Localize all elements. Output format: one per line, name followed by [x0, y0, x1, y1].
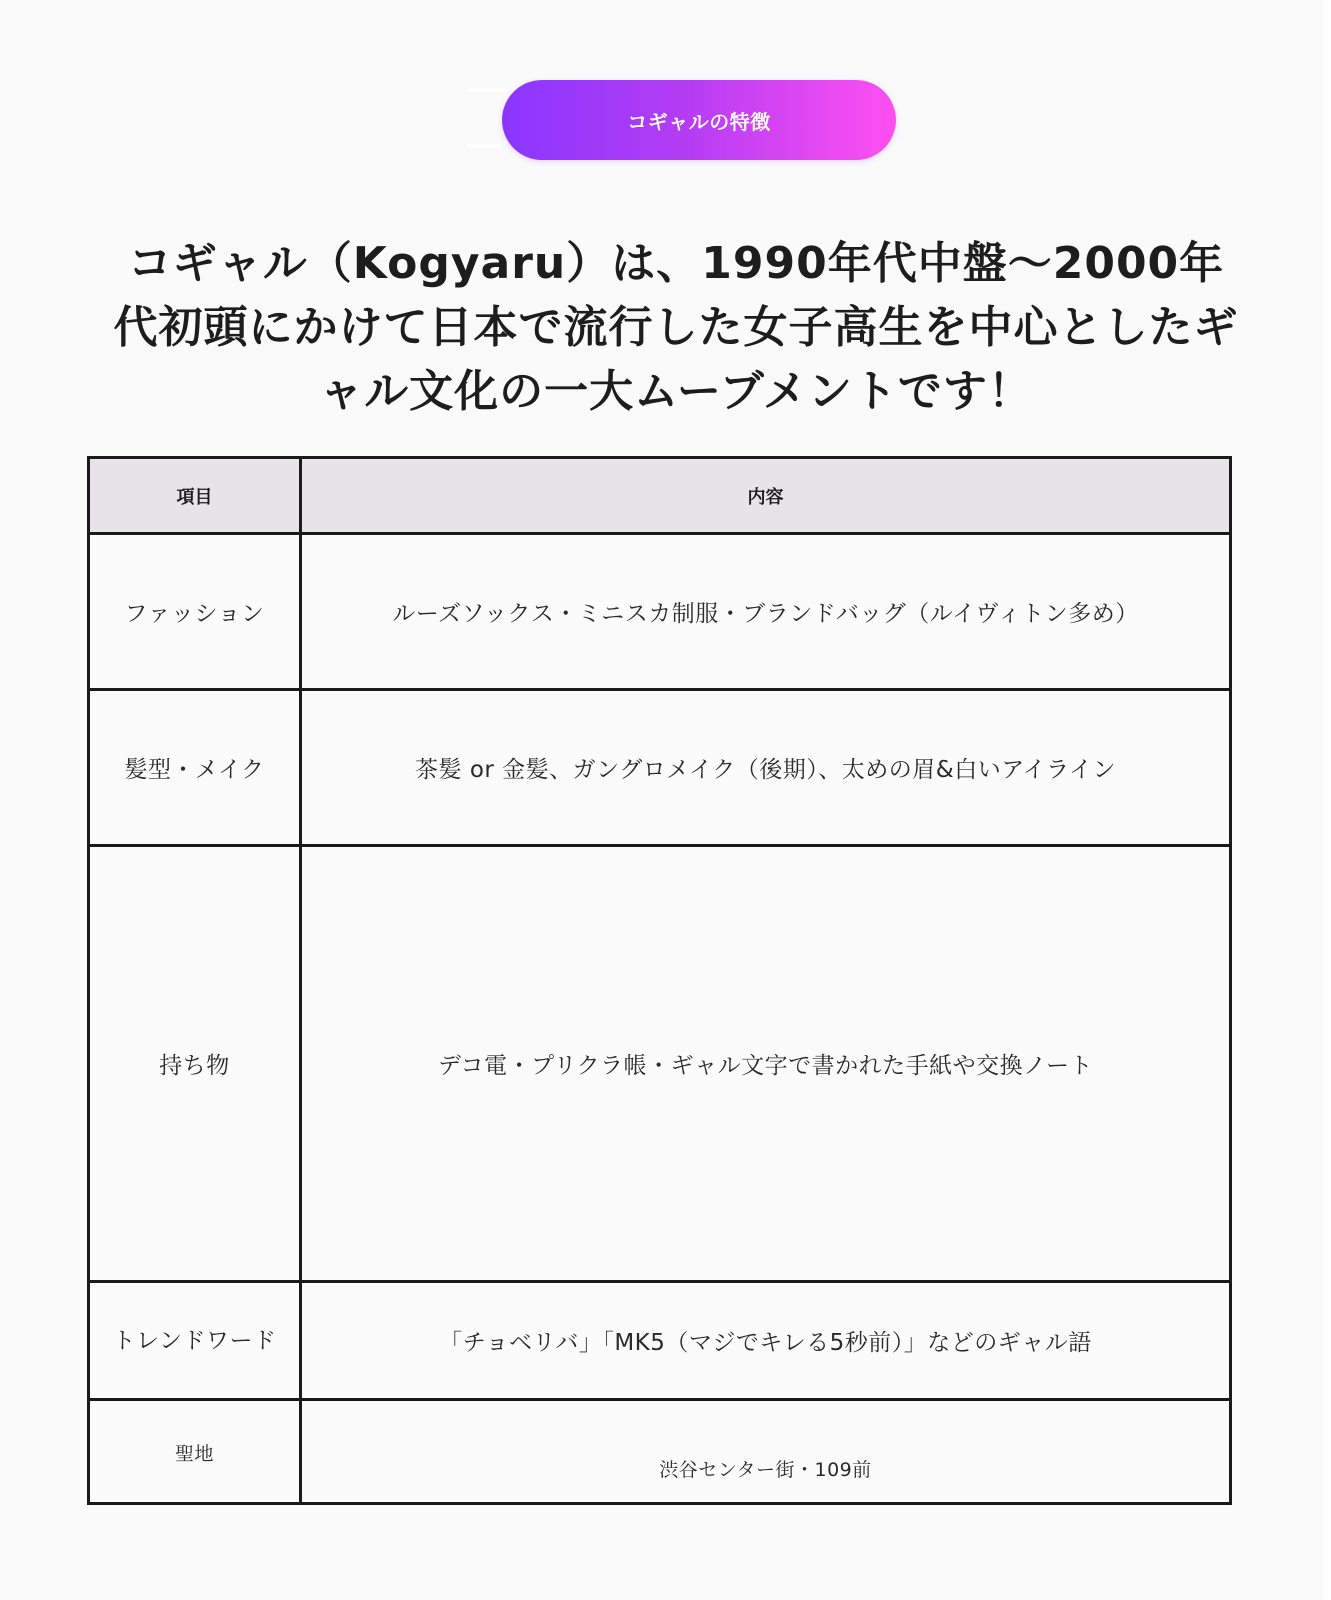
row-value-trend-words: 「チョベリバ」「MK5（マジでキレる5秒前）」などのギャル語: [301, 1282, 1231, 1400]
headline: コギャル（Kogyaru）は、1990年代中盤〜2000年代初頭にかけて日本で流行した女子高生を中心としたギャル文化の一大ムーブメントです！: [113, 238, 1239, 417]
table-header-row: [89, 458, 1231, 534]
row-value-hair-makeup: 茶髪 or 金髪、ガングロメイク（後期）、太めの眉&白いアイライン: [301, 690, 1231, 846]
decorative-streak: [466, 144, 502, 148]
table-row: [89, 690, 1231, 846]
row-key-trend-words: トレンドワード: [89, 1282, 301, 1400]
table-header-content: 内容: [301, 458, 1231, 534]
row-key-hair-makeup: 髪型・メイク: [89, 690, 301, 846]
table-row: [89, 1282, 1231, 1400]
section-badge-wrap: [466, 80, 896, 160]
row-value-sacred-place: 渋谷センター街・109前: [301, 1400, 1231, 1504]
table-header-item: 項目: [89, 458, 301, 534]
row-key-fashion: ファッション: [89, 534, 301, 690]
row-key-sacred-place: 聖地: [89, 1400, 301, 1504]
features-table: [87, 456, 1232, 1505]
table-row: [89, 846, 1231, 1282]
table-row: [89, 534, 1231, 690]
row-value-belongings: デコ電・プリクラ帳・ギャル文字で書かれた手紙や交換ノート: [301, 846, 1231, 1282]
decorative-streak: [468, 88, 508, 92]
row-key-belongings: 持ち物: [89, 846, 301, 1282]
section-badge[interactable]: コギャルの特徴: [502, 80, 896, 160]
table-row: [89, 1400, 1231, 1504]
row-value-fashion: ルーズソックス・ミニスカ制服・ブランドバッグ（ルイヴィトン多め）: [301, 534, 1231, 690]
